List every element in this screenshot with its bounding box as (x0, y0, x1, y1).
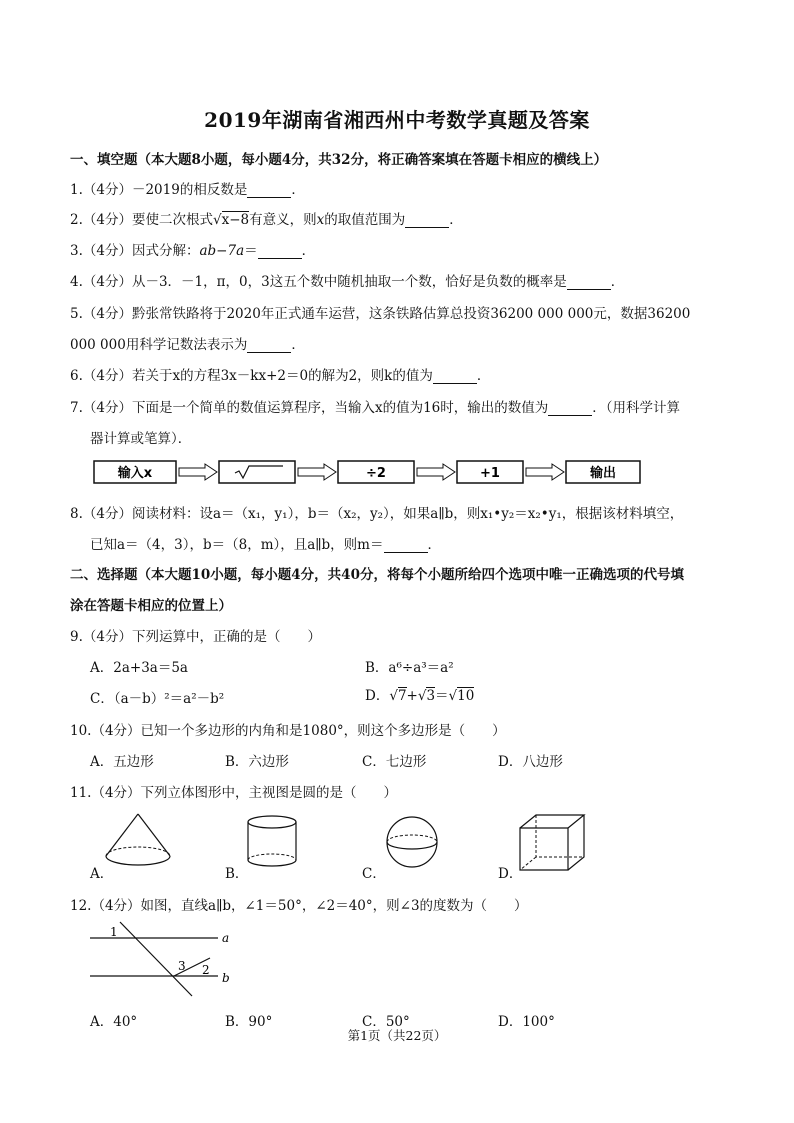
q1-text: 1.（4分）－2019的相反数是 (70, 182, 248, 198)
answer-blank (567, 275, 611, 290)
answer-blank (405, 213, 449, 228)
flow-input-label: 输入x (117, 466, 153, 481)
cylinder-figure (244, 814, 304, 872)
q9-option-c: C．（a－b）²＝a²－b² (90, 691, 225, 707)
answer-blank (247, 183, 291, 198)
q2-radicand: x−8 (221, 212, 250, 228)
q9-d-radicand-2: 3 (426, 688, 436, 704)
q10-option-c: C．七边形 (362, 754, 427, 770)
q8-text: 已知a＝（4，3），b＝（8，m），且a∥b，则m＝ (90, 537, 384, 553)
q5-text: 000 000用科学记数法表示为 (70, 337, 248, 353)
q12-option-b: B．90° (225, 1014, 273, 1030)
q12-option-a: A．40° (90, 1014, 138, 1030)
flow-add-label: +1 (480, 466, 500, 481)
q2-mid: 有意义，则 (249, 212, 317, 228)
line-b-label: b (222, 971, 230, 985)
q11-option-b: B． (225, 866, 249, 882)
question-10: 10.（4分）已知一个多边形的内角和是1080°，则这个多边形是（ ） (70, 723, 506, 739)
q4-text: 4.（4分）从－3．－1，π，0，3这五个数中随机抽取一个数，恰好是负数的概率是 (70, 274, 567, 290)
q2-text: 2.（4分）要使二次根式 (70, 212, 213, 228)
q3-eq: ＝ (244, 243, 258, 259)
flowchart (93, 458, 643, 486)
flow-arrow (179, 464, 217, 480)
q2-post: 的取值范围为 (324, 212, 406, 228)
angle-3-label: 3 (178, 959, 186, 973)
question-12: 12.（4分）如图，直线a∥b，∠1＝50°，∠2＝40°，则∠3的度数为（ ） (70, 898, 528, 914)
question-3: 3.（4分）因式分解：ab−7a＝ ． (70, 243, 316, 259)
flow-arrow (417, 464, 455, 480)
q9-option-a: A．2a+3a＝5a (90, 660, 188, 676)
q11-option-c: C． (362, 866, 386, 882)
section-2-heading: 二、选择题（本大题10小题，每小题4分，共40分，将每个小题所给四个选项中唯一正确选项的代号填 (70, 567, 684, 583)
q6-text: 6.（4分）若关于x的方程3x－kx+2＝0的解为2，则k的值为 (70, 368, 433, 384)
answer-blank (258, 244, 302, 259)
question-7-line2: 器计算或笔算）． (90, 431, 192, 447)
question-9: 9.（4分）下列运算中，正确的是（ ） (70, 629, 321, 645)
q10-option-b: B．六边形 (225, 754, 289, 770)
sphere-figure (384, 814, 444, 872)
q7-text: 7.（4分）下面是一个简单的数值运算程序，当输入x的值为16时，输出的数值为 (70, 400, 549, 416)
question-8-line2: 已知a＝（4，3），b＝（8，m），且a∥b，则m＝ ． (90, 537, 441, 553)
q3-text: 3.（4分）因式分解： (70, 243, 200, 259)
q7-text-b: ．（用科学计算 (592, 400, 681, 416)
flow-arrow (526, 464, 564, 480)
question-8-line1: 8.（4分）阅读材料：设a＝（x₁，y₁），b＝（x₂，y₂），如果a∥b，则x₁•y₂＝x₂•y₁，根据该材料填空， (70, 506, 684, 522)
flow-divide-label: ÷2 (366, 466, 386, 481)
q1-end: ． (291, 182, 305, 198)
parallel-lines-figure (86, 918, 246, 1000)
answer-blank (384, 538, 428, 553)
q9-d-radicand-1: 7 (397, 688, 407, 704)
q9-option-d: D．√7+√3＝√10 (365, 688, 475, 704)
answer-blank (433, 369, 477, 384)
q10-option-d: D．八边形 (498, 754, 563, 770)
q10-option-a: A．五边形 (90, 754, 154, 770)
sqrt-symbol: √ (212, 212, 222, 228)
section-2-heading-cont: 涂在答题卡相应的位置上） (70, 598, 232, 614)
q11-option-d: D． (498, 866, 523, 882)
answer-blank (247, 338, 291, 353)
answer-blank (548, 401, 592, 416)
angle-1-label: 1 (110, 925, 118, 939)
q12-option-d: D．100° (498, 1014, 555, 1030)
q12-option-c: C．50° (362, 1014, 410, 1030)
section-1-heading: 一、填空题（本大题8小题，每小题4分，共32分，将正确答案填在答题卡相应的横线上） (70, 152, 608, 168)
q11-option-a: A． (90, 866, 114, 882)
question-5-line2: 000 000用科学记数法表示为 ． (70, 337, 305, 353)
question-1 (70, 178, 305, 198)
q9-d-radicand-3: 10 (457, 688, 475, 704)
question-6: 6.（4分）若关于x的方程3x－kx+2＝0的解为2，则k的值为 ． (70, 368, 491, 384)
line-a-label: a (222, 931, 230, 945)
page-title: 2019年湖南省湘西州中考数学真题及答案 (204, 108, 590, 132)
q9-d-prefix: D． (365, 688, 390, 704)
angle-2-label: 2 (202, 963, 210, 977)
q2-var: x (316, 212, 325, 228)
q3-expr: ab−7a (199, 243, 245, 259)
question-4: 4.（4分）从－3．－1，π，0，3这五个数中随机抽取一个数，恰好是负数的概率是 ． (70, 274, 625, 290)
question-7-line1 (70, 396, 680, 416)
flow-output-label: 输出 (589, 466, 617, 481)
flow-sqrt-box (219, 461, 295, 483)
q9-option-b: B．a⁶÷a³＝a² (365, 660, 454, 676)
flow-arrow (298, 464, 336, 480)
cube-figure (516, 812, 590, 874)
question-5-line1: 5.（4分）黔张常铁路将于2020年正式通车运营，这条铁路估算总投资36200 000 000元，数据36200 (70, 306, 691, 322)
question-2: 2.（4分）要使二次根式√x−8有意义，则x的取值范围为 ． (70, 212, 463, 228)
question-11: 11.（4分）下列立体图形中，主视图是圆的是（ ） (70, 785, 398, 801)
page-footer: 第1页（共22页） (347, 1028, 447, 1043)
